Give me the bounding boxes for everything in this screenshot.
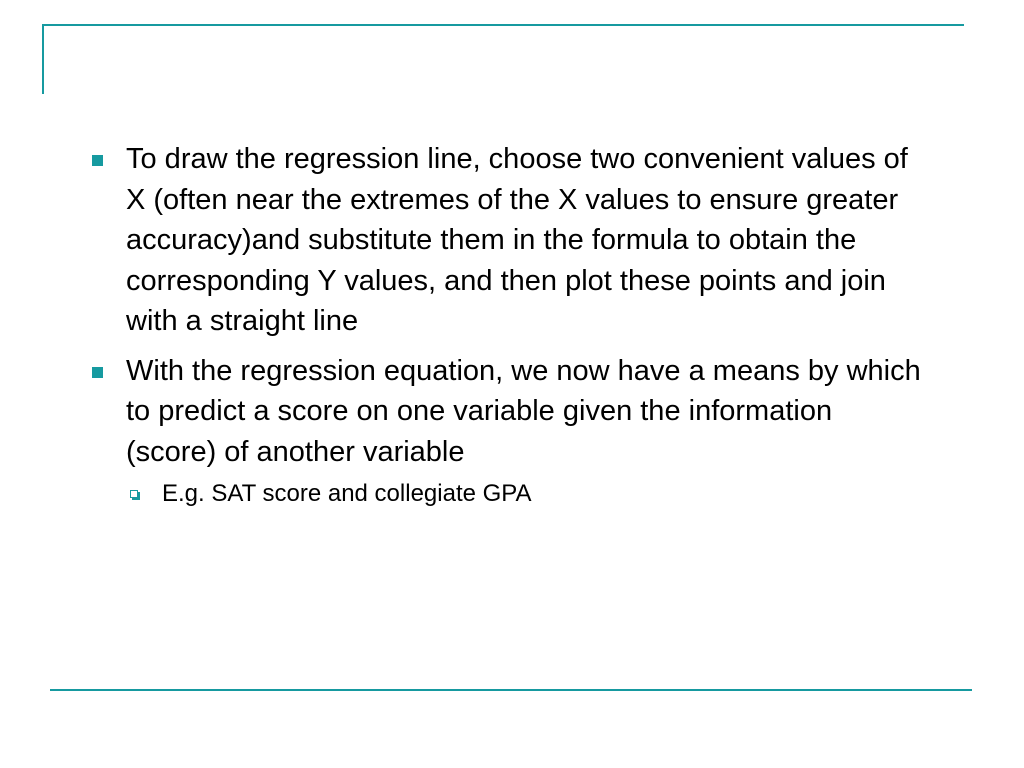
bottom-rule <box>50 689 972 691</box>
top-rule-horizontal <box>42 24 964 26</box>
bullet-text: To draw the regression line, choose two convenient values of X (often near the extremes of the X values to ensure greater accuracy)and substitute them in the formula to obtain the corresponding Y values, and then plot these points and join with a straight line <box>126 143 908 337</box>
square-bullet-icon <box>92 155 103 166</box>
square-bullet-icon <box>92 367 103 378</box>
bullet-text: With the regression equation, we now have a means by which to predict a score on one variable given the information (score) of another variable <box>126 354 921 468</box>
bullet-item <box>90 139 930 342</box>
hollow-square-bullet-icon <box>130 490 138 498</box>
sub-bullet-item <box>90 477 930 511</box>
bullet-item <box>90 351 930 473</box>
top-rule-vertical <box>42 24 44 94</box>
sub-bullet-text: E.g. SAT score and collegiate GPA <box>162 480 532 507</box>
bullet-list <box>90 139 930 511</box>
